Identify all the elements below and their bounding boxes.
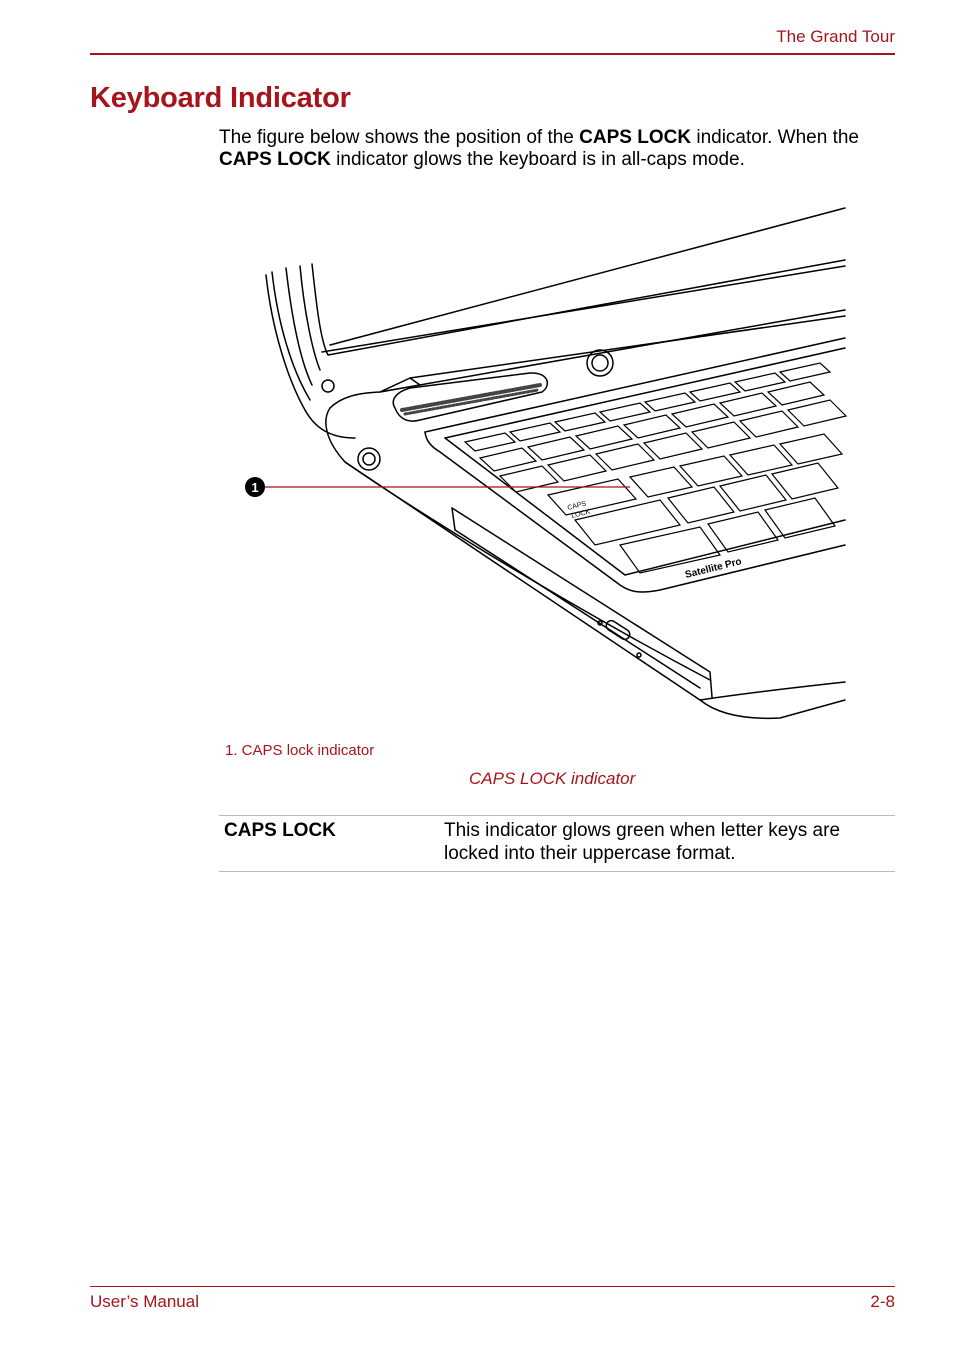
figure-legend: 1. CAPS lock indicator	[225, 742, 375, 759]
intro-paragraph	[219, 127, 895, 171]
callout-number: 1	[251, 480, 259, 495]
laptop-keyboard-illustration	[235, 200, 850, 725]
intro-text-2: indicator. When the	[691, 127, 859, 148]
table-description: This indicator glows green when letter keys are locked into their uppercase format.	[444, 820, 841, 864]
intro-bold-1: CAPS LOCK	[579, 127, 692, 148]
intro-text-3: indicator glows the keyboard is in all-caps mode.	[330, 149, 745, 170]
footer-manual-label: User’s Manual	[90, 1292, 199, 1311]
footer-page-number: 2-8	[870, 1292, 895, 1311]
indicator-table	[219, 815, 895, 872]
intro-bold-2: CAPS LOCK	[219, 149, 331, 170]
caps-lock-key-label-1: CAPS	[566, 500, 587, 512]
intro-text-1: The figure below shows the position of the	[219, 127, 580, 148]
footer-rule	[90, 1286, 895, 1287]
key-grid	[465, 363, 846, 573]
brand-label: Satellite Pro	[684, 556, 743, 581]
table-term: CAPS LOCK	[224, 820, 336, 841]
table-row	[219, 816, 895, 871]
header-rule	[90, 53, 895, 55]
caps-lock-key-label-2: LOCK	[570, 508, 591, 520]
page-title: Keyboard Indicator	[90, 82, 351, 114]
figure-caption: CAPS LOCK indicator	[469, 769, 636, 788]
running-header: The Grand Tour	[776, 27, 895, 46]
